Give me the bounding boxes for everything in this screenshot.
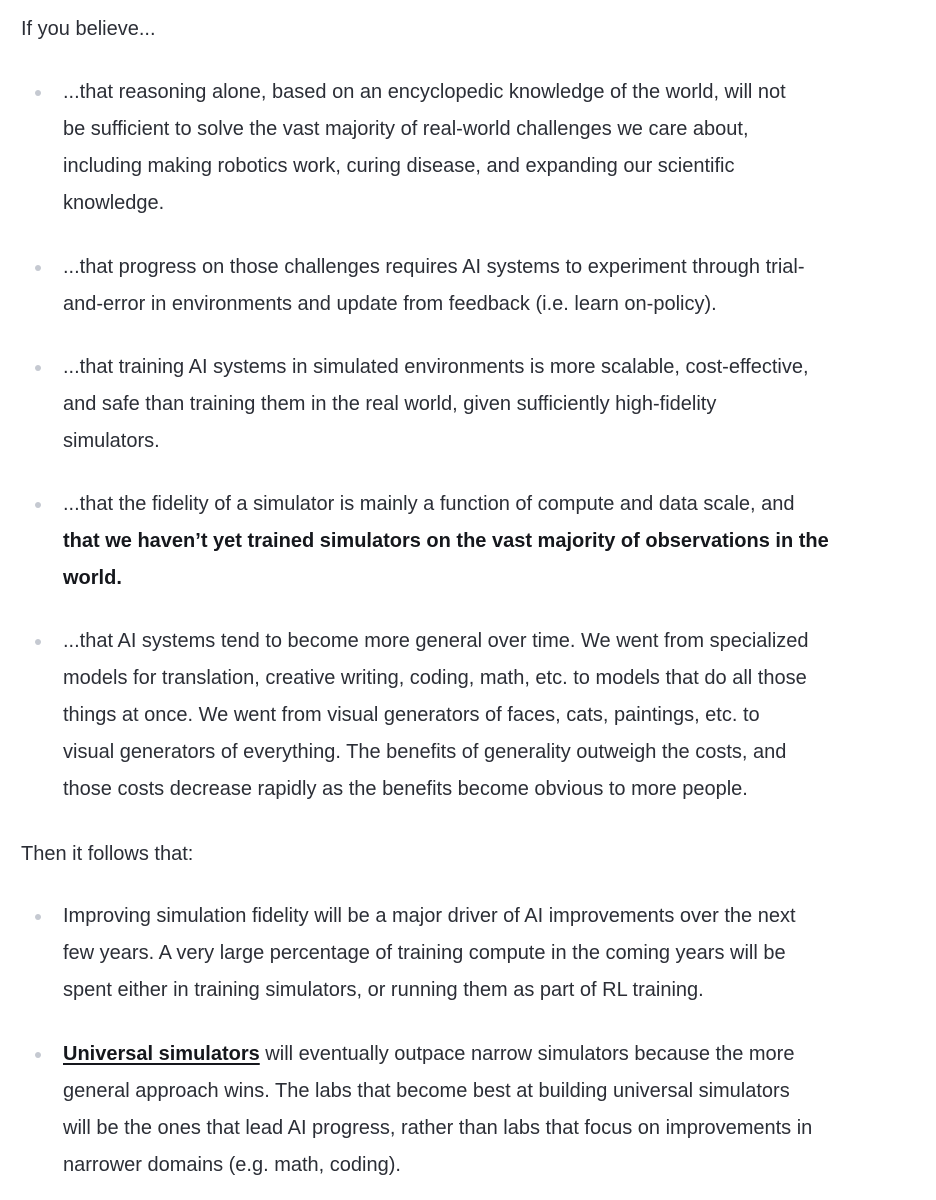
list-item (63, 623, 923, 808)
transition-text: Then it follows that: (21, 843, 194, 865)
item-line (63, 1036, 923, 1073)
item-line: ...that training AI systems in simulated environments is more scalable, cost-effective, (63, 356, 809, 378)
item-line: general approach wins. The labs that become best at building universal simulators (63, 1080, 790, 1102)
item-bold-line: that we haven’t yet trained simulators on the vast majority of observations in the (63, 530, 829, 552)
item-line: Improving simulation fidelity will be a major driver of AI improvements over the next (63, 905, 796, 927)
item-line: things at once. We went from visual generators of faces, cats, paintings, etc. to (63, 704, 760, 726)
item-bold-line: world. (63, 567, 122, 589)
bullet-icon (35, 502, 41, 508)
item-line: models for translation, creative writing, coding, math, etc. to models that do all those (63, 667, 807, 689)
item-line: narrower domains (e.g. math, coding). (63, 1154, 401, 1176)
bullet-icon (35, 1052, 41, 1058)
item-line: few years. A very large percentage of training compute in the coming years will be (63, 942, 786, 964)
intro-text: If you believe... (21, 18, 156, 40)
item-line: and-error in environments and update from feedback (i.e. learn on-policy). (63, 293, 717, 315)
item-line-rest: will eventually outpace narrow simulators because the more (259, 1043, 795, 1065)
item-line: visual generators of everything. The benefits of generality outweigh the costs, and (63, 741, 787, 763)
item-line: ...that progress on those challenges requires AI systems to experiment through trial- (63, 256, 805, 278)
item-line: simulators. (63, 430, 160, 452)
universal-simulators-link[interactable]: Universal simulators (63, 1043, 260, 1065)
item-line: and safe than training them in the real world, given sufficiently high-fidelity (63, 393, 717, 415)
item-line: ...that AI systems tend to become more general over time. We went from specialized (63, 630, 809, 652)
item-line: including making robotics work, curing disease, and expanding our scientific (63, 155, 735, 177)
bullet-icon (35, 90, 41, 96)
list-item (63, 1036, 923, 1184)
list-item (63, 74, 923, 222)
list-item (63, 349, 923, 460)
item-line: spent either in training simulators, or running them as part of RL training. (63, 979, 704, 1001)
bullet-icon (35, 639, 41, 645)
list-item (63, 898, 923, 1009)
bullet-icon (35, 914, 41, 920)
list-item (63, 249, 923, 323)
list-item (63, 486, 923, 597)
item-line: will be the ones that lead AI progress, rather than labs that focus on improvements in (63, 1117, 813, 1139)
item-line: knowledge. (63, 192, 165, 214)
bullet-icon (35, 365, 41, 371)
item-line: ...that the fidelity of a simulator is mainly a function of compute and data scale, and (63, 493, 795, 515)
item-line: be sufficient to solve the vast majority of real-world challenges we care about, (63, 118, 749, 140)
item-line: ...that reasoning alone, based on an encyclopedic knowledge of the world, will not (63, 81, 786, 103)
bullet-icon (35, 265, 41, 271)
item-line: those costs decrease rapidly as the benefits become obvious to more people. (63, 778, 748, 800)
